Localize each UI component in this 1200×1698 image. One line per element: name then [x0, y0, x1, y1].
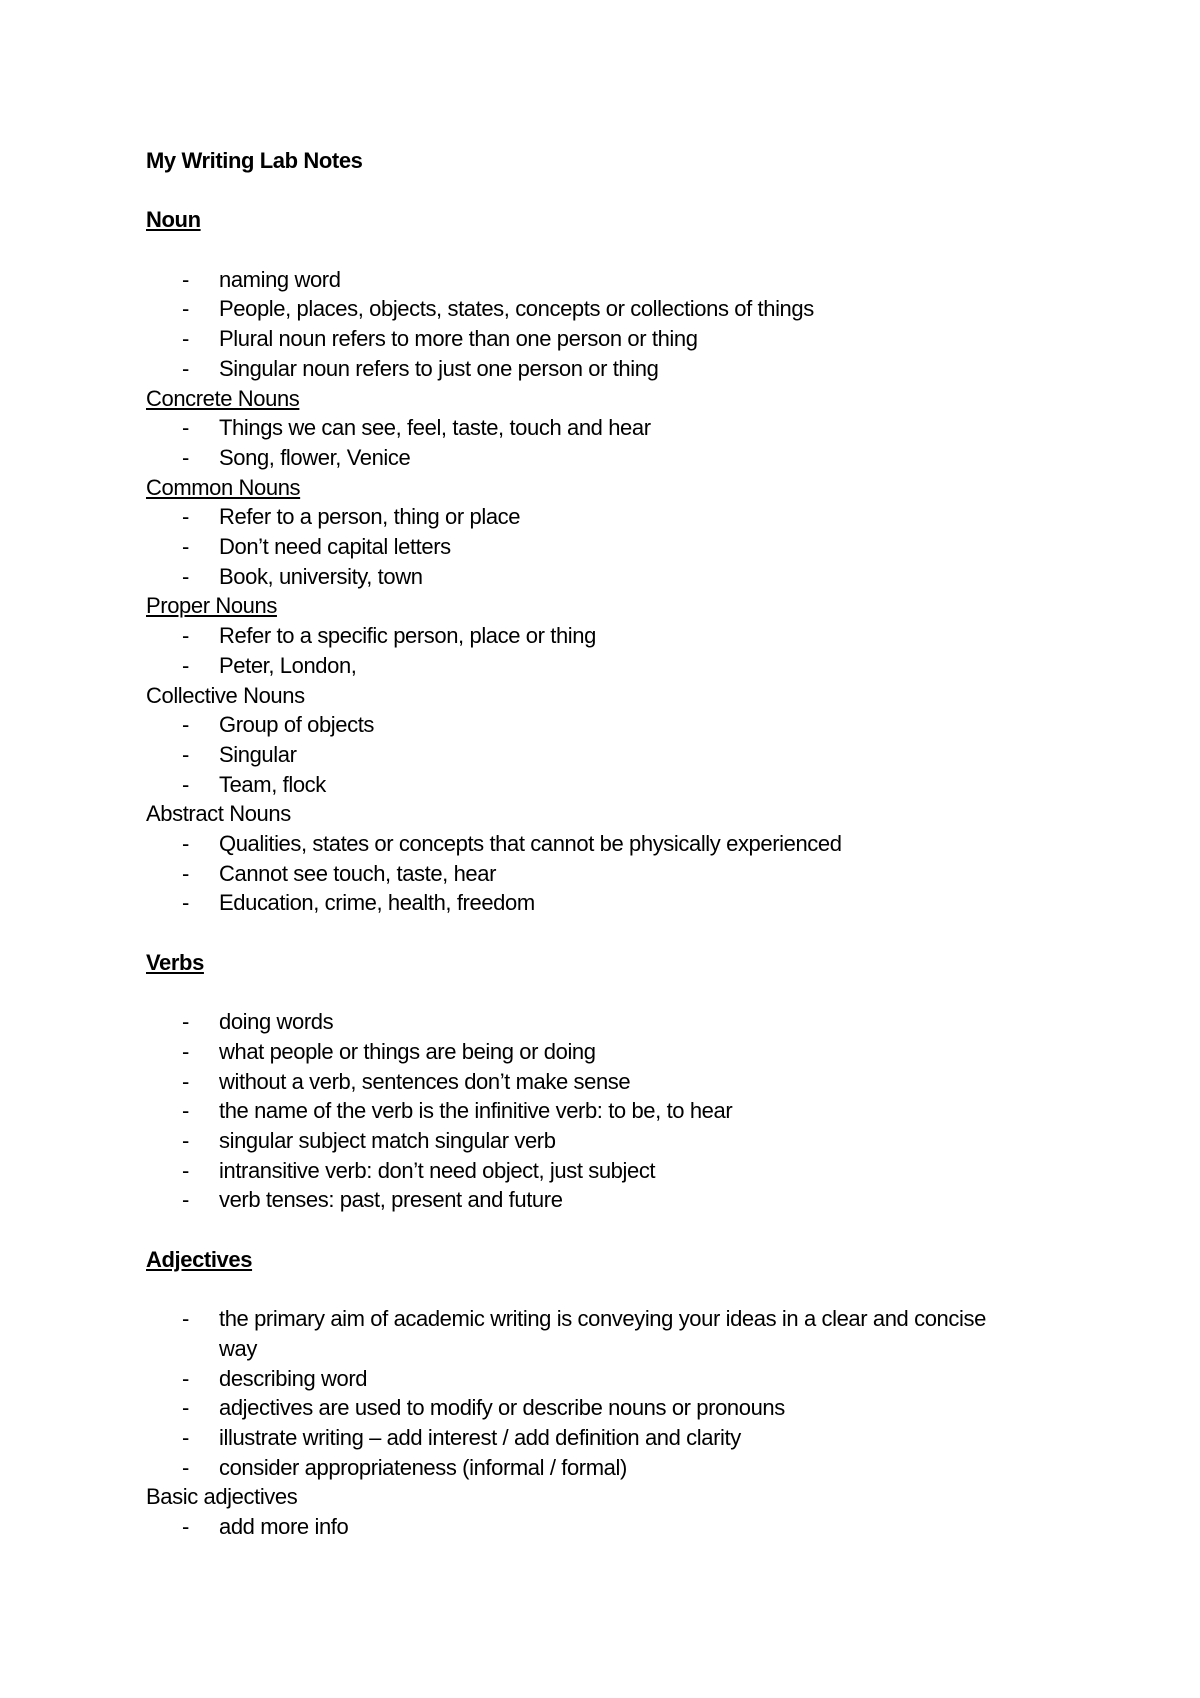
list-item [146, 1364, 1019, 1394]
list-item-text: verb tenses: past, present and future [219, 1187, 563, 1213]
list-item [146, 740, 1019, 770]
list-item-text: People, places, objects, states, concepts or collections of things [219, 296, 814, 322]
verbs-heading: Verbs [146, 949, 204, 975]
list-item [146, 1007, 1019, 1037]
list-item-text: Song, flower, Venice [219, 444, 411, 470]
bullet-dash: - [182, 1157, 189, 1183]
list-item-text: Singular noun refers to just one person or thing [219, 355, 659, 381]
bullet-dash: - [182, 1425, 189, 1450]
document-page [146, 146, 1046, 1542]
list-item-text: what people or things are being or doing [219, 1038, 596, 1064]
bullet-dash: - [182, 890, 189, 916]
list-item-text: Singular [219, 741, 297, 767]
bullet-dash: - [182, 415, 189, 441]
list-item [146, 443, 1019, 473]
bullet-dash: - [182, 1128, 189, 1154]
list-item [146, 651, 1019, 681]
list-item-text: Education, crime, health, freedom [219, 890, 535, 916]
list-item [146, 859, 1019, 889]
spacer [146, 918, 1046, 948]
spacer [146, 1275, 1046, 1305]
bullet-dash: - [182, 741, 189, 767]
collective-nouns-heading: Collective Nouns [146, 682, 305, 708]
list-item [146, 502, 1019, 532]
basic-adjectives-heading: Basic adjectives [146, 1484, 298, 1510]
list-item-text: describing word [219, 1365, 368, 1391]
list-item-text: Things we can see, feel, taste, touch and hear [219, 415, 651, 441]
list-item-text: consider appropriateness (informal / formal) [219, 1454, 627, 1480]
bullet-dash: - [182, 1306, 189, 1332]
list-item-text: singular subject match singular verb [219, 1128, 556, 1154]
list-item-text: Peter, London, [219, 652, 357, 678]
bullet-dash: - [182, 1454, 189, 1480]
list-item [146, 1512, 1019, 1542]
spacer [146, 978, 1046, 1008]
list-item-text: Cannot see touch, taste, hear [219, 860, 497, 886]
list-item-text: adjectives are used to modify or describe nouns or pronouns [219, 1395, 785, 1421]
list-item [146, 710, 1019, 740]
bullet-dash: - [182, 1068, 189, 1094]
list-item [146, 621, 1019, 651]
bullet-dash: - [182, 1514, 189, 1540]
bullet-dash: - [182, 771, 189, 797]
spacer [146, 176, 1046, 206]
bullet-dash: - [182, 652, 189, 678]
list-item [146, 1423, 1019, 1453]
list-item [146, 770, 1019, 800]
bullet-dash: - [182, 444, 189, 470]
list-item [146, 1096, 1019, 1126]
list-item [146, 1393, 1019, 1423]
spacer [146, 235, 1046, 265]
list-item [146, 532, 1019, 562]
bullet-dash: - [182, 296, 189, 322]
list-item [146, 324, 1019, 354]
list-item-text: doing words [219, 1009, 334, 1035]
list-item-text: Don’t need capital letters [219, 534, 451, 560]
bullet-dash: - [182, 1038, 189, 1064]
list-item [146, 1126, 1019, 1156]
proper-nouns-heading: Proper Nouns [146, 593, 277, 619]
list-item-text: Refer to a specific person, place or thing [219, 623, 596, 649]
bullet-dash: - [182, 623, 189, 649]
list-item [146, 562, 1019, 592]
concrete-nouns-heading: Concrete Nouns [146, 385, 300, 411]
list-item-text: the primary aim of academic writing is conveying your ideas in a clear and concise way [219, 1306, 986, 1361]
list-item [146, 354, 1019, 384]
list-item-text: add more info [219, 1514, 349, 1540]
abstract-nouns-heading: Abstract Nouns [146, 801, 291, 827]
bullet-dash: - [182, 266, 189, 292]
list-item [146, 829, 1019, 859]
list-item [146, 1037, 1019, 1067]
list-item-text: without a verb, sentences don’t make sense [219, 1068, 631, 1094]
spacer [146, 1215, 1046, 1245]
list-item-text: the name of the verb is the infinitive verb: to be, to hear [219, 1098, 733, 1124]
bullet-dash: - [182, 1365, 189, 1391]
adjectives-heading: Adjectives [146, 1246, 253, 1272]
bullet-dash: - [182, 504, 189, 530]
list-item-text: Plural noun refers to more than one person or thing [219, 326, 698, 352]
bullet-dash: - [182, 1187, 189, 1213]
bullet-dash: - [182, 326, 189, 352]
common-nouns-heading: Common Nouns [146, 474, 301, 500]
bullet-dash: - [182, 1395, 189, 1421]
list-item-text: Book, university, town [219, 563, 423, 589]
list-item-text: Qualities, states or concepts that cannot be physically experienced [219, 831, 842, 857]
list-item [146, 265, 1019, 295]
bullet-dash: - [182, 831, 189, 857]
bullet-dash: - [182, 712, 189, 738]
list-item [146, 888, 1019, 918]
bullet-dash: - [182, 1009, 189, 1035]
list-item [146, 294, 1019, 324]
list-item-text: naming word [219, 266, 341, 292]
bullet-dash: - [182, 563, 189, 589]
document-title: My Writing Lab Notes [146, 148, 363, 173]
noun-heading: Noun [146, 207, 201, 233]
bullet-dash: - [182, 860, 189, 886]
list-item-text: Team, flock [219, 771, 326, 797]
list-item [146, 1185, 1019, 1215]
bullet-dash: - [182, 355, 189, 381]
list-item [146, 413, 1019, 443]
list-item-text: intransitive verb: don’t need object, just subject [219, 1157, 656, 1183]
list-item [146, 1067, 1019, 1097]
list-item [146, 1453, 1019, 1483]
bullet-dash: - [182, 534, 189, 560]
list-item-text: Group of objects [219, 712, 375, 738]
list-item [146, 1156, 1019, 1186]
list-item [146, 1304, 1019, 1363]
list-item-text: illustrate writing – add interest / add definition and clarity [219, 1425, 741, 1450]
list-item-text: Refer to a person, thing or place [219, 504, 521, 530]
bullet-dash: - [182, 1098, 189, 1124]
